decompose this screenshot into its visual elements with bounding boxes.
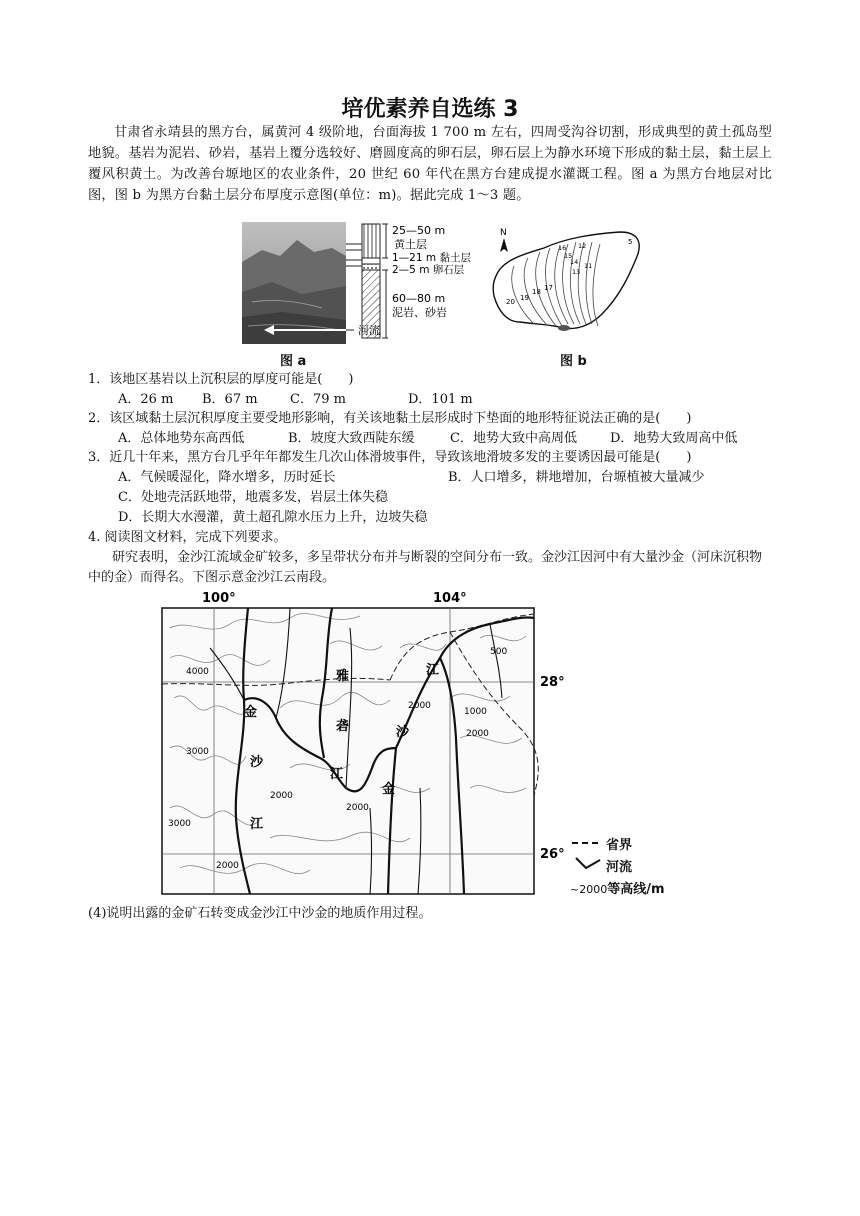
- svg-text:14: 14: [570, 258, 579, 266]
- q1-option-b: B．67 m: [202, 392, 258, 407]
- lon-label-104: 104°: [433, 591, 467, 606]
- svg-text:18: 18: [532, 288, 541, 296]
- contour-label-500: 500: [490, 647, 508, 657]
- question-4-material: 研究表明，金沙江流域金矿较多，多呈带状分布并与断裂的空间分布一致。金沙江因河中有大量沙金（河床沉积物中的金）而得名。下图示意金沙江云南段。: [88, 550, 763, 585]
- contour-label-2000-d: 2000: [466, 729, 489, 739]
- river-label: 河流: [358, 324, 380, 337]
- layer-gravel-label: 2—5 m 卵石层: [392, 264, 465, 276]
- question-1-stem: 1．该地区基岩以上沉积层的厚度可能是( ): [88, 372, 354, 387]
- contour-label-4000: 4000: [186, 667, 209, 677]
- question-4-stem: 4. 阅读图文材料，完成下列要求。: [88, 530, 287, 545]
- q3-option-d: D．长期大水漫灌，黄土超孔隙水压力上升，边坡失稳: [118, 510, 428, 525]
- svg-text:N: N: [500, 228, 507, 238]
- layer-bedrock-thickness: 60—80 m: [392, 292, 446, 305]
- svg-text:15: 15: [564, 252, 573, 260]
- north-arrow: [500, 228, 508, 252]
- river-char-sha-east: 沙: [396, 725, 410, 740]
- river-char-ya: 雅: [336, 669, 350, 684]
- river-char-jin-east: 金: [382, 782, 396, 797]
- question-2-options: [118, 429, 737, 449]
- svg-text:17: 17: [544, 284, 553, 292]
- river-char-jin-west: 金: [244, 705, 258, 720]
- legend-contour-label: 等高线/m: [607, 882, 665, 897]
- q2-option-b: B．坡度大致西陡东缓: [288, 431, 415, 446]
- question-4-sub-4: (4)说明出露的金矿石转变成金沙江中沙金的地质作用过程。: [88, 906, 432, 921]
- layer-bedrock-label: 泥岩、砂岩: [392, 306, 447, 319]
- contour-label-2000-a: 2000: [270, 791, 293, 801]
- contour-label-1000: 1000: [464, 707, 487, 717]
- layer-loess-thickness: 25—50 m: [392, 224, 446, 237]
- lat-label-26: 26°: [540, 847, 565, 862]
- q2-option-d: D．地势大致周高中低: [610, 431, 738, 446]
- figures-row: [0, 222, 860, 370]
- river-char-jiang-mid: 江: [330, 767, 344, 782]
- intro-paragraph: 甘肃省永靖县的黑方台，属黄河 4 级阶地，台面海拔 1 700 m 左右，四周受沟谷切割，形成典型的黄土孤岛型地貌。基岩为泥岩、砂岩，基岩上覆分选较好、磨圆度高的卵石层，卵石层上为静水环境下形成的黏土层，黏土层上覆风积黄土。为改善台塬地区的农业条件，20 世纪 60 年代在黑方台建成提水灌溉工程。图 a 为黑方台地层对比图，图 b 为黑方台黏土层分布厚度示意图(单位：m)。据此完成 1～3 题。: [88, 125, 772, 203]
- svg-text:12: 12: [578, 242, 587, 250]
- layer-clay-label: 1—21 m 黏土层: [392, 252, 471, 264]
- legend-contour: ~2000等高线/m: [570, 882, 665, 897]
- legend-river: 河流: [606, 860, 633, 875]
- q3-option-c: C．处地壳活跃地带，地震多发，岩层土体失稳: [118, 490, 388, 505]
- question-3-stem: 3．近几十年来，黑方台几乎年年都发生几次山体滑坡事件，导致该地滑坡多发的主要诱因最可能是( ): [88, 450, 692, 465]
- svg-text:11: 11: [584, 262, 593, 270]
- question-2-stem: 2．该区域黏土层沉积厚度主要受地形影响，有关该地黏土层形成时下垫面的地形特征说法正确的是( ): [88, 411, 692, 426]
- q1-option-d: D．101 m: [408, 392, 473, 407]
- river-char-sha-west: 沙: [250, 755, 264, 770]
- q2-option-c: C．地势大致中高周低: [450, 431, 577, 446]
- contour-label-2000-b: 2000: [216, 861, 239, 871]
- svg-text:16: 16: [558, 244, 567, 252]
- question-3-options-row1: [118, 468, 705, 488]
- figure-a-caption: 图 a: [280, 354, 307, 369]
- svg-text:13: 13: [572, 268, 581, 276]
- layer-loess-label: 黄土层: [394, 238, 427, 251]
- q3-option-a: A．气候暖湿化，降水增多，历时延长: [118, 470, 336, 485]
- svg-text:5: 5: [628, 238, 633, 246]
- river-char-jiang-east: 江: [426, 663, 440, 678]
- legend-province-boundary: 省界: [606, 838, 633, 853]
- legend-river-symbol: [576, 858, 600, 868]
- q2-option-a: A．总体地势东高西低: [118, 431, 245, 446]
- svg-text:20: 20: [506, 298, 515, 306]
- q3-option-b: B．人口增多，耕地增加，台塬植被大量减少: [448, 470, 705, 485]
- contour-label-2000-e: 2000: [346, 803, 369, 813]
- contour-label-3000-a: 3000: [186, 747, 209, 757]
- lon-label-100: 100°: [202, 591, 236, 606]
- figure-b: [480, 224, 650, 344]
- page-title: 培优素养自选练 3: [341, 97, 519, 122]
- legend-contour-value: 2000: [579, 883, 608, 896]
- contour-label-3000-b: 3000: [168, 819, 191, 829]
- question-1-options: [118, 390, 473, 410]
- contour-label-2000-c: 2000: [408, 701, 431, 711]
- svg-text:19: 19: [520, 294, 529, 302]
- river-char-jiang-west: 江: [250, 817, 264, 832]
- q1-option-c: C．79 m: [290, 392, 346, 407]
- q1-option-a: A．26 m: [118, 392, 174, 407]
- river-char-long: 砻: [336, 719, 350, 734]
- figure-b-caption: 图 b: [560, 354, 587, 369]
- lat-label-28: 28°: [540, 675, 565, 690]
